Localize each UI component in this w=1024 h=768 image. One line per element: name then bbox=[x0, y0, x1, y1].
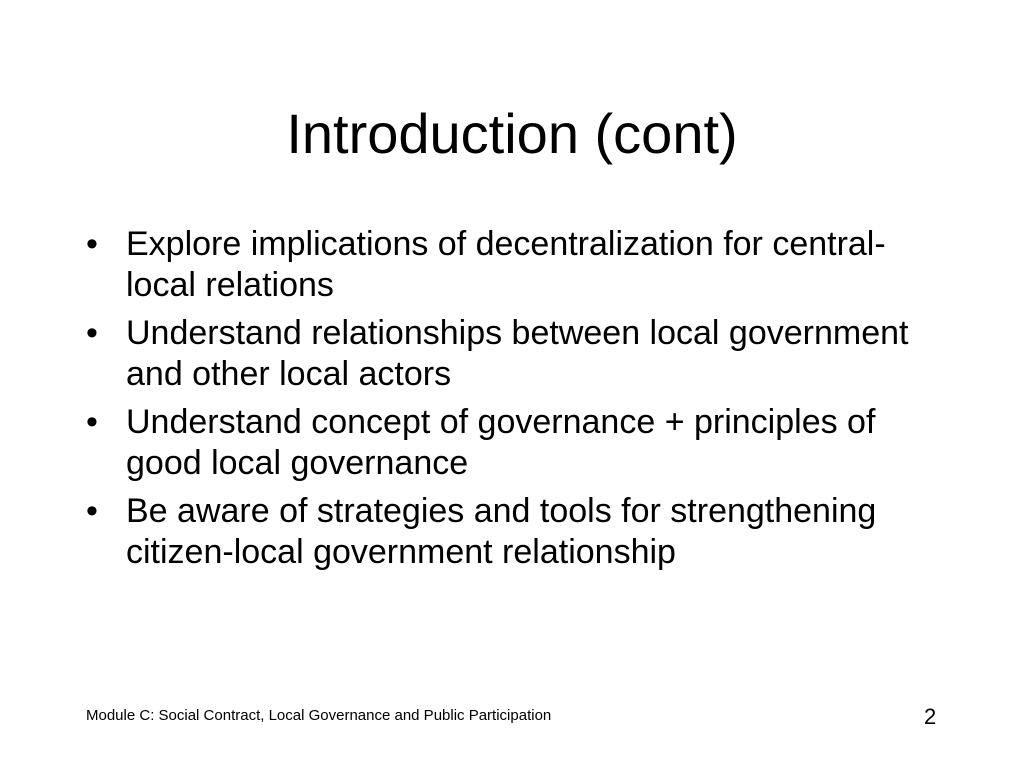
bullet-text: Explore implications of decentralization for central-local relations bbox=[126, 225, 886, 304]
bullet-list bbox=[86, 224, 946, 580]
bullet-icon: • bbox=[86, 225, 98, 263]
bullet-item bbox=[86, 313, 946, 395]
bullet-icon: • bbox=[86, 314, 98, 352]
page-number: 2 bbox=[924, 704, 937, 729]
bullet-icon: • bbox=[86, 403, 98, 441]
bullet-item bbox=[86, 224, 946, 306]
slide-footer: Module C: Social Contract, Local Governance and Public Participation bbox=[86, 707, 552, 724]
bullet-text: Understand relationships between local government and other local actors bbox=[126, 314, 909, 393]
bullet-icon: • bbox=[86, 492, 98, 530]
bullet-item bbox=[86, 402, 946, 484]
bullet-item bbox=[86, 491, 946, 573]
bullet-text: Understand concept of governance + principles of good local governance bbox=[126, 403, 876, 482]
slide-title: Introduction (cont) bbox=[286, 102, 738, 165]
bullet-text: Be aware of strategies and tools for strengthening citizen-local government relationship bbox=[126, 492, 877, 571]
